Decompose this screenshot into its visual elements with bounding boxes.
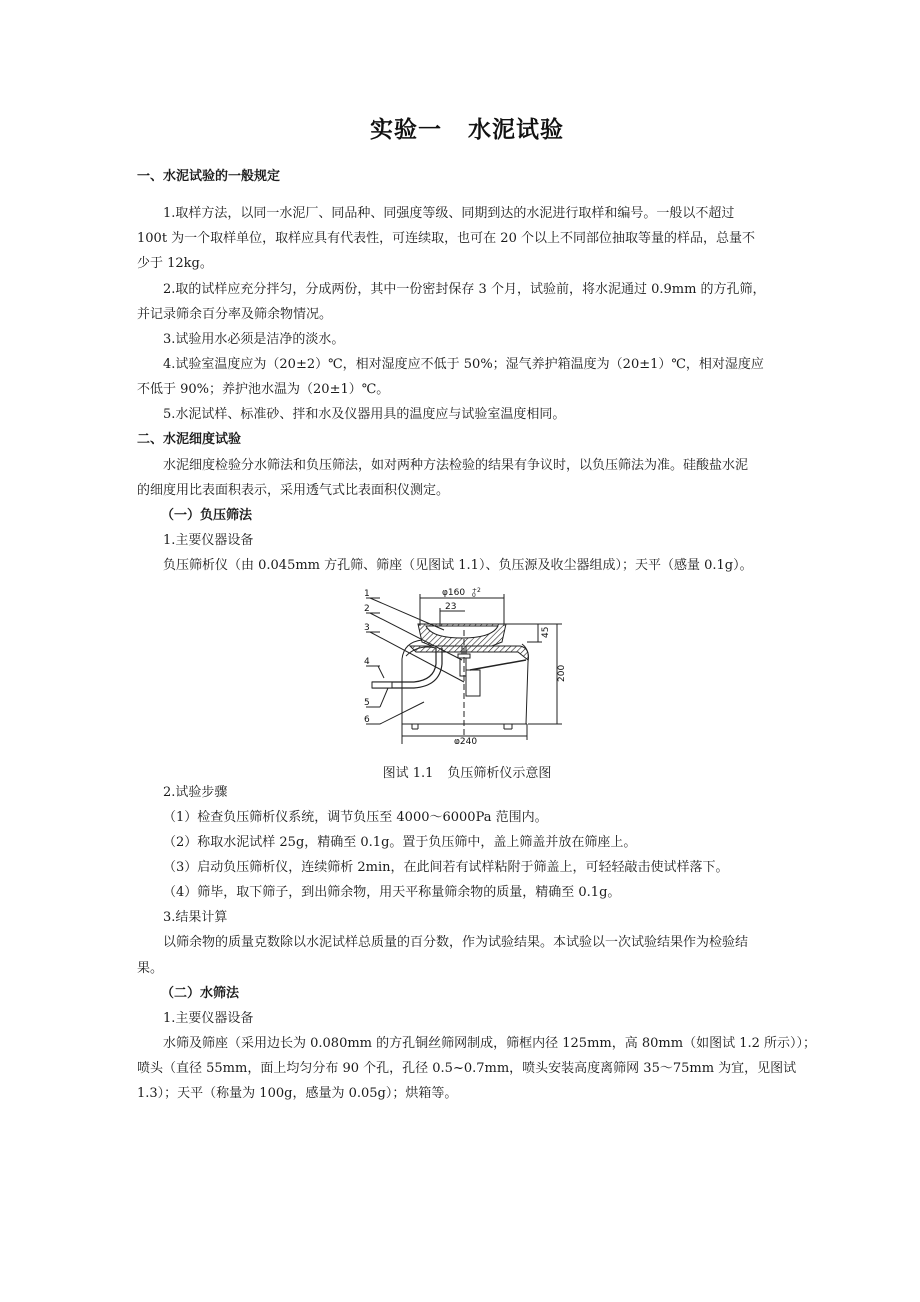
svg-text:3: 3: [364, 623, 370, 633]
paragraph-line: 4.试验室温度应为（20±2）℃，相对湿度应不低于 50%；湿气养护箱温度为（20±1）℃，相对湿度应: [163, 357, 764, 372]
svg-text:1: 1: [364, 589, 370, 599]
figure-caption: [137, 762, 797, 781]
paragraph-line: 2.试验步骤: [163, 785, 228, 800]
paragraph-line: 以筛余物的质量克数除以水泥试样总质量的百分数，作为试验结果。本试验以一次试验结果作为检验结: [163, 935, 749, 950]
section-heading-fineness: 二、水泥细度试验: [137, 432, 242, 447]
step-item: （3）启动负压筛析仪，连续筛析 2min，在此间若有试样粘附于筛盖上，可轻轻敲击使试样落下。: [163, 860, 729, 875]
subsection-heading-water-sieve: （二）水筛法: [161, 986, 240, 1001]
svg-text:4: 4: [364, 657, 370, 667]
svg-text:+2: +2: [472, 587, 481, 594]
paragraph-line: 1.取样方法，以同一水泥厂、同品种、同强度等级、同期到达的水泥进行取样和编号。一般以不超过: [163, 206, 735, 221]
paragraph-line: 果。: [137, 961, 164, 976]
svg-text:0: 0: [472, 592, 476, 599]
paragraph-line: 1.主要仪器设备: [163, 1011, 254, 1026]
paragraph-line: 3.结果计算: [163, 910, 228, 925]
svg-text:200: 200: [557, 664, 567, 682]
caption-number: 图试 1.1: [382, 766, 434, 781]
paragraph-line: 水泥细度检验分水筛法和负压筛法，如对两种方法检验的结果有争议时，以负压筛法为准。硅酸盐水泥: [163, 458, 749, 473]
svg-text:45: 45: [541, 626, 551, 638]
paragraph-line: 负压筛析仪（由 0.045mm 方孔筛、筛座（见图试 1.1）、负压源及收尘器组成）；天平（感量 0.1g）。: [163, 558, 753, 573]
svg-text:2: 2: [364, 604, 370, 614]
section-heading-general: 一、水泥试验的一般规定: [137, 169, 281, 184]
paragraph-line: 少于 12kg。: [137, 256, 213, 271]
page-title: [137, 111, 797, 144]
svg-text:5: 5: [364, 698, 370, 708]
paragraph-line: 5.水泥试样、标准砂、拌和水及仪器用具的温度应与试验室温度相同。: [163, 407, 566, 422]
paragraph-line: 喷头（直径 55mm，面上均匀分布 90 个孔，孔径 0.5~0.7mm，喷头安装高度离筛网 35～75mm 为宜，见图试: [137, 1061, 797, 1076]
paragraph-line: 1.3）；天平（称量为 100g，感量为 0.05g）；烘箱等。: [137, 1086, 458, 1101]
sieve-apparatus-diagram: [352, 584, 578, 744]
step-item: （1）检查负压筛析仪系统，调节负压至 4000～6000Pa 范围内。: [163, 810, 548, 825]
paragraph-line: 不低于 90%；养护池水温为（20±1）℃。: [137, 382, 390, 397]
title-part2: 水泥试验: [468, 117, 564, 143]
step-item: （2）称取水泥试样 25g，精确至 0.1g。置于负压筛中，盖上筛盖并放在筛座上。: [163, 835, 637, 850]
paragraph-line: 并记录筛余百分率及筛余物情况。: [137, 307, 333, 322]
step-item: （4）筛毕，取下筛子，到出筛余物，用天平称量筛余物的质量，精确至 0.1g。: [163, 885, 621, 900]
paragraph-line: 100t 为一个取样单位，取样应具有代表性，可连续取，也可在 20 个以上不同部位抽取等量的样品，总量不: [137, 231, 755, 246]
paragraph-line: 的细度用比表面积表示，采用透气式比表面积仪测定。: [137, 483, 450, 498]
svg-text:φ240: φ240: [454, 737, 478, 744]
paragraph-line: 3.试验用水必须是洁净的淡水。: [163, 332, 345, 347]
dim-top-label: φ160: [442, 588, 466, 598]
svg-text:23: 23: [445, 602, 457, 612]
paragraph-line: 1.主要仪器设备: [163, 533, 254, 548]
paragraph-line: 2.取的试样应充分拌匀，分成两份，其中一份密封保存 3 个月，试验前，将水泥通过 0.9mm 的方孔筛，: [163, 282, 766, 297]
paragraph-line: 水筛及筛座（采用边长为 0.080mm 的方孔铜丝筛网制成，筛框内径 125mm，高 80mm（如图试 1.2 所示））；: [163, 1036, 817, 1051]
caption-text: 负压筛析仪示意图: [447, 766, 552, 781]
svg-text:6: 6: [364, 715, 370, 725]
title-part1: 实验一: [370, 117, 442, 143]
subsection-heading-negative-pressure: （一）负压筛法: [161, 508, 253, 523]
